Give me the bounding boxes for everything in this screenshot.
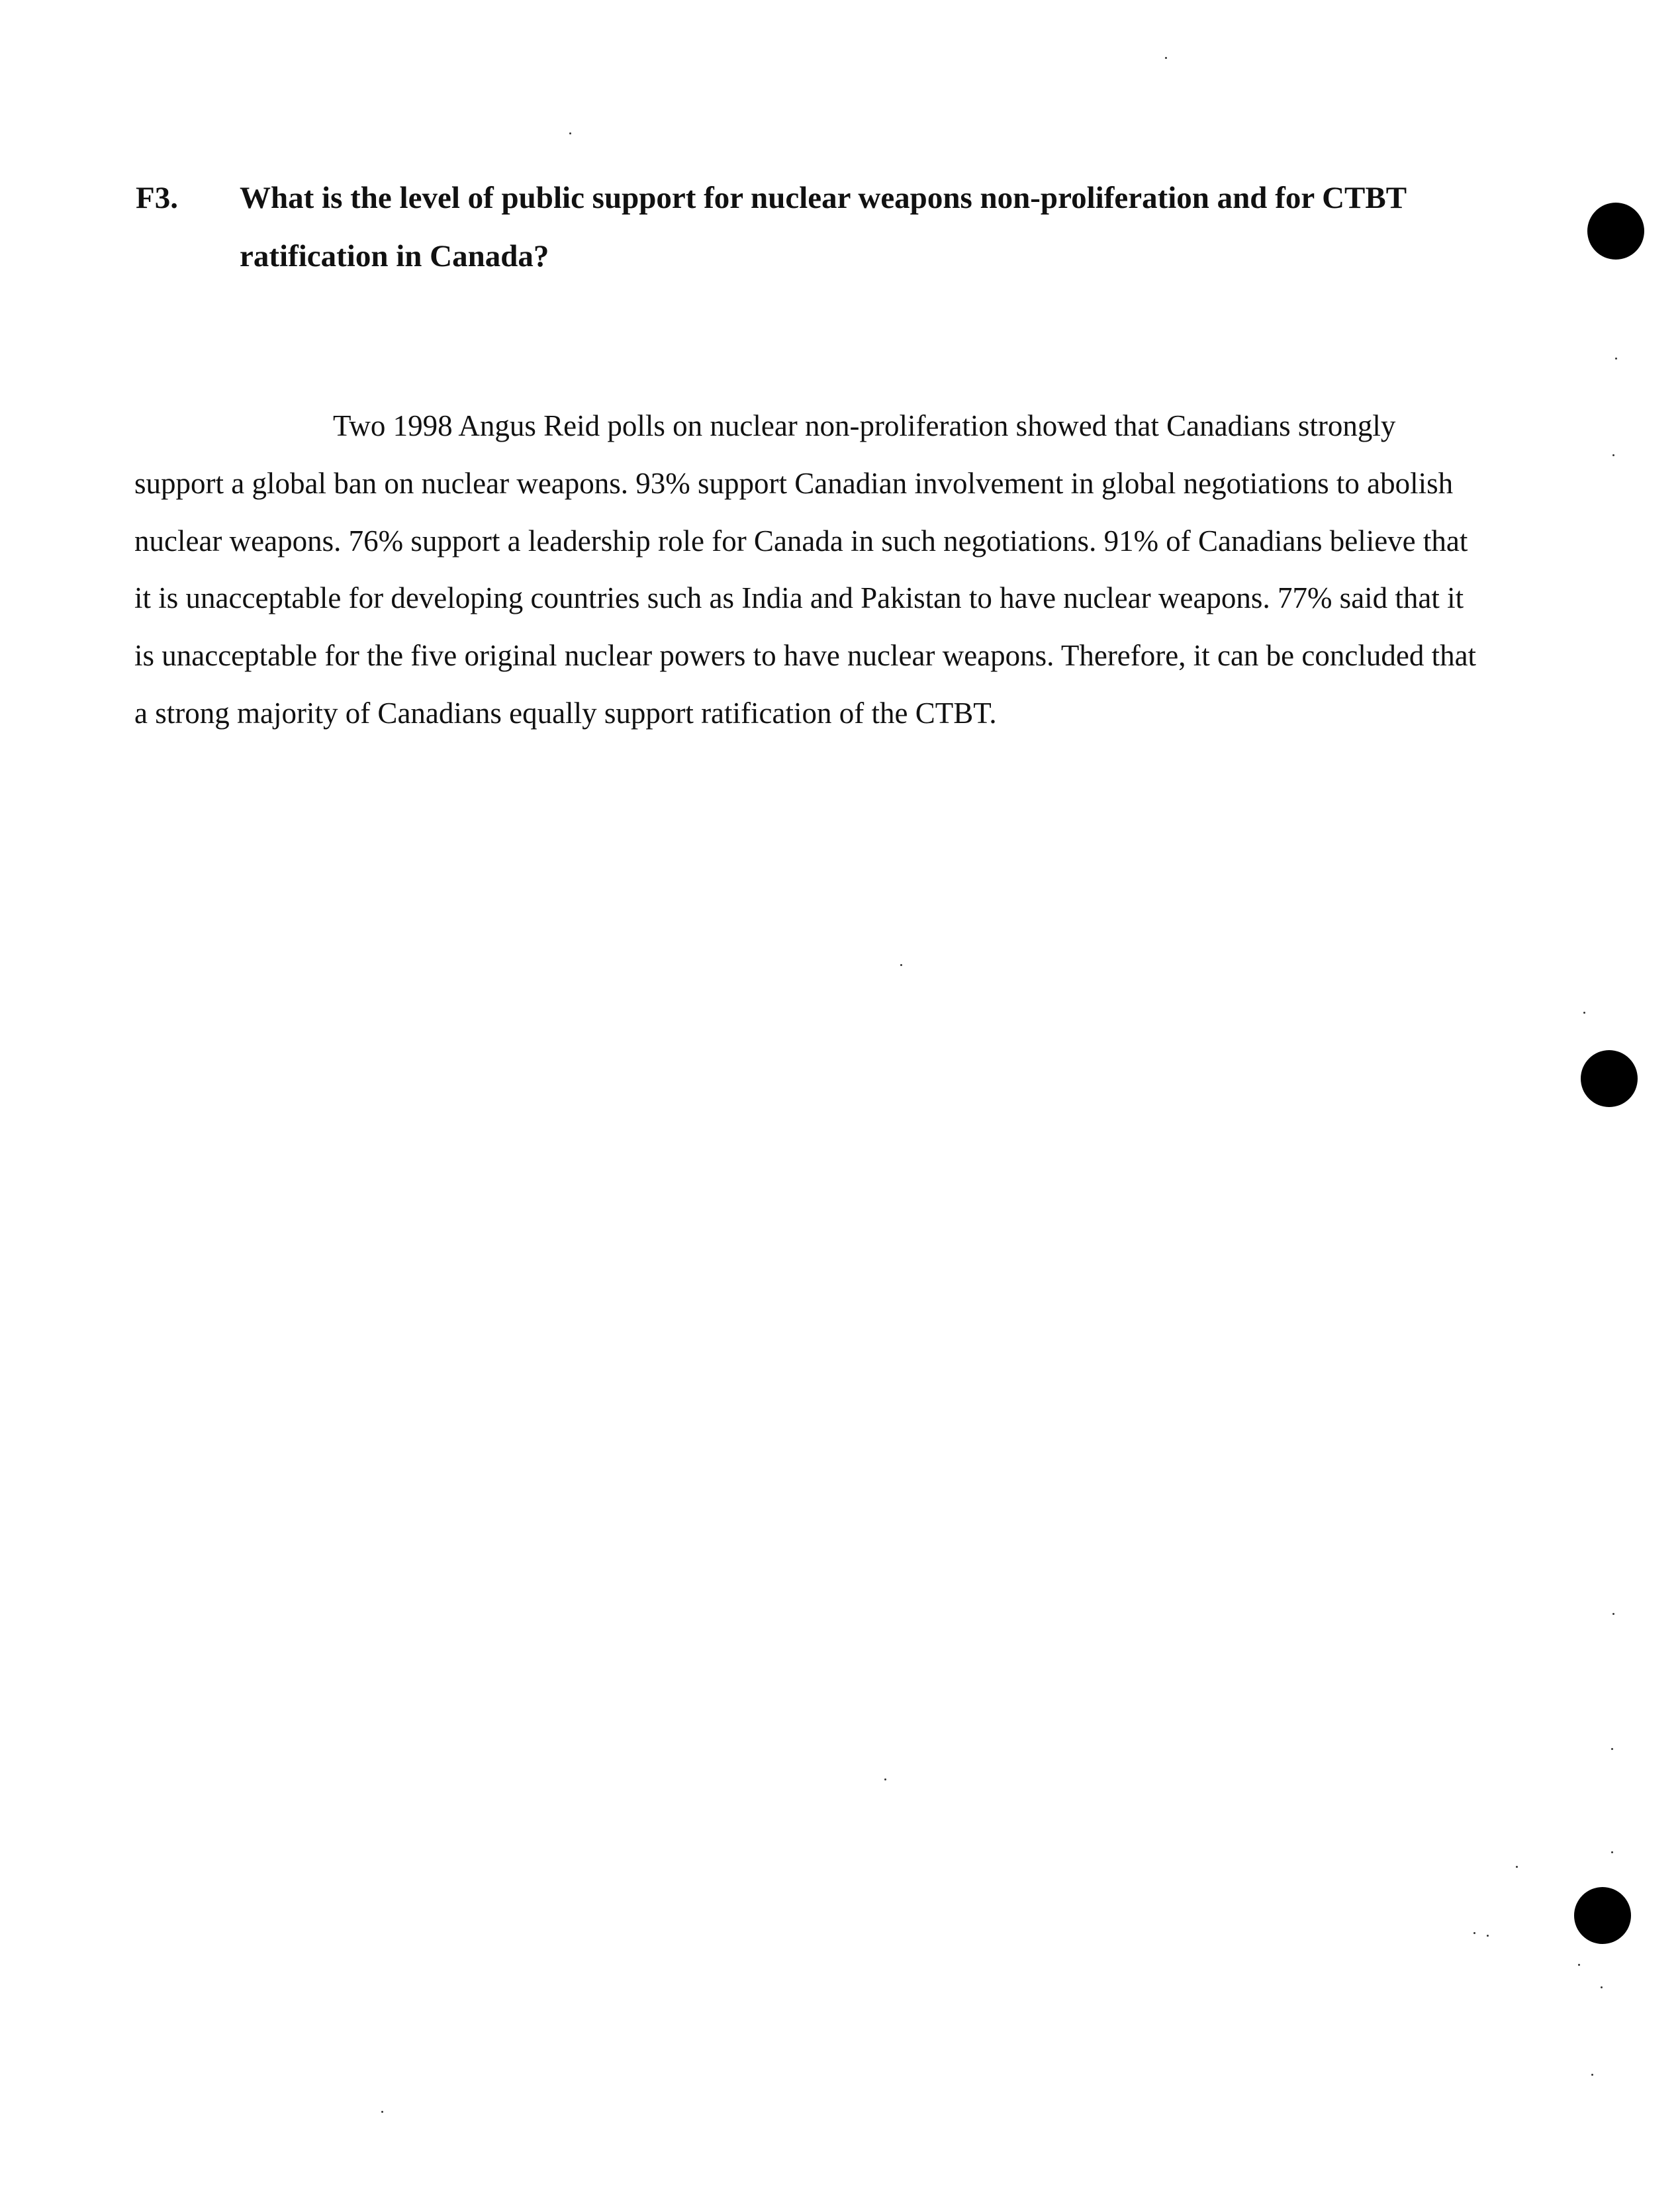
scan-speck	[1611, 1851, 1613, 1853]
scan-speck	[1487, 1935, 1489, 1937]
scan-speck	[900, 964, 902, 966]
answer-paragraph: Two 1998 Angus Reid polls on nuclear non-proliferation showed that Canadians strongly support a global ban on nuclear weapons. 93% support Canadian involvement in global negotiations to abolish nuclear weapons. 76% support a leadership role for Canada in such negotiations. 91% of Canadians believe that it is unacceptable for developing countries such as India and Pakistan to have nuclear weapons. 77% said that it is unacceptable for the five original nuclear powers to have nuclear weapons. Therefore, it can be concluded that a strong majority of Canadians equally support ratification of the CTBT.	[134, 409, 1477, 730]
scan-speck	[569, 132, 571, 134]
scan-speck	[1601, 1986, 1603, 1988]
scan-speck	[1612, 454, 1614, 456]
punch-hole-top	[1587, 203, 1644, 260]
question-number: F3.	[136, 181, 178, 215]
scan-speck	[1578, 1964, 1580, 1966]
scan-speck	[1611, 1748, 1613, 1750]
scan-speck	[884, 1778, 886, 1780]
scan-speck	[1516, 1866, 1518, 1868]
punch-hole-middle	[1581, 1050, 1638, 1107]
scan-speck	[1615, 358, 1617, 360]
question-text: What is the level of public support for nuclear weapons non-proliferation and for CTBT ratification in Canada?	[240, 181, 1407, 273]
scan-speck	[381, 2111, 383, 2113]
scan-speck	[1591, 2074, 1593, 2076]
scan-speck	[1612, 1613, 1614, 1615]
scan-speck	[1473, 1932, 1475, 1934]
punch-hole-bottom	[1574, 1887, 1631, 1944]
scan-speck	[1583, 1012, 1585, 1014]
scan-speck	[1165, 57, 1167, 59]
